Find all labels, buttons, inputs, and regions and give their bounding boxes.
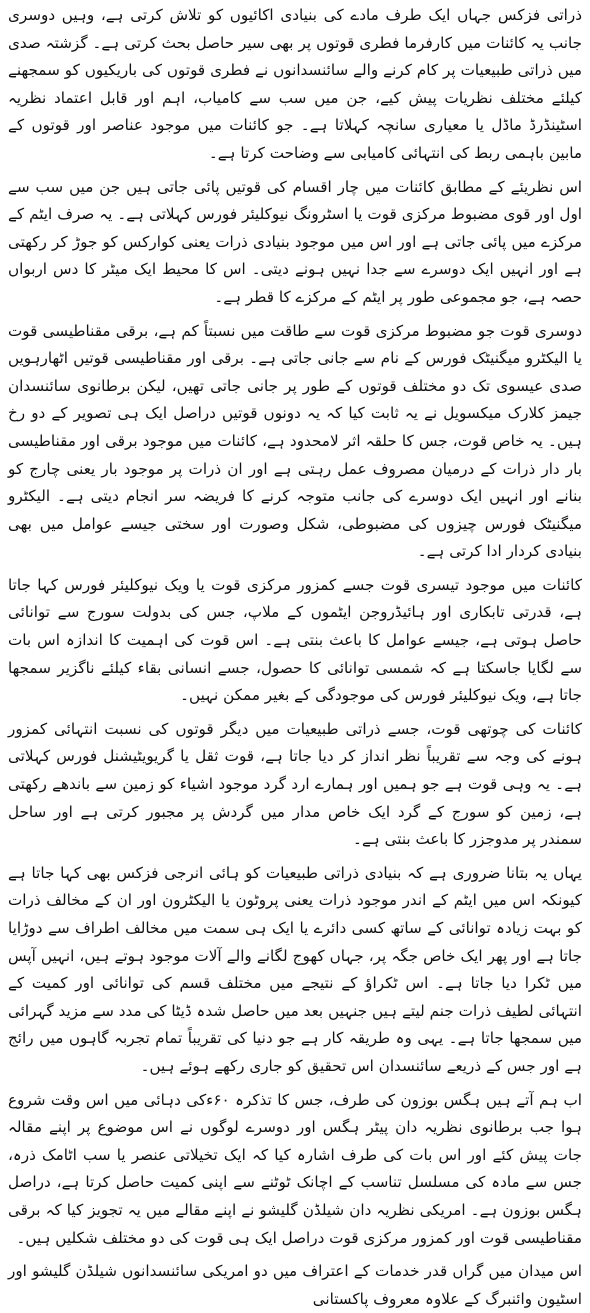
paragraph-high-energy-physics: یہاں یہ بتانا ضروری ہے کہ بنیادی ذراتی طبیعیات کو ہائی انرجی فزکس بھی کہا جاتا ہے کیونکہ اس میں ایٹم کے اندر موجود ذرات یعنی پروٹون یا الیکٹرون اور ان کے مخالف ذرات کو بہت زیادہ توانائی کے ساتھ کسی دائرے یا ایک ہی سمت میں مخالف اطراف سے دوڑایا جاتا ہے اور پھر ایک خاص جگہ پر، جہاں کھوج لگانے والے آلات موجود ہوتے ہیں، انہیں آپس میں ٹکرا دیا جاتا ہے۔ اس ٹکراؤ کے نتیجے میں مختلف قسم کی توانائی اور کمیت کے انتہائی لطیف ذرات جنم لیتے ہیں جنہیں بعد میں حاصل شدہ ڈیٹا کی مدد سے مزید گہرائی میں سمجھا جاتا ہے۔ یہی وہ طریقہ کار ہے جو دنیا کی تقریباً تمام تجربہ گاہوں میں رائج ہے اور جس کے ذریعے سائنسدان اس تحقیق کو جاری رکھے ہوئے ہیں۔: [8, 863, 582, 1075]
urdu-article: [8, 2, 582, 1308]
paragraph-strong-nuclear-force: اس نظریئے کے مطابق کائنات میں چار اقسام کی قوتیں پائی جاتی ہیں جن میں سب سے اول اور قوی مضبوط مرکزی قوت یا اسٹرونگ نیوکلیئر فورس کہلاتی ہے۔ یہ صرف ایٹم کے مرکزے میں پائی جاتی ہے اور اس میں موجود بنیادی ذرات یعنی کوارکس کو جوڑ کر رکھتی ہے اور انہیں ایک دوسرے سے جدا نہیں ہونے دیتی۔ اس کا محیط ایک میٹر کا دس اربواں حصہ ہے، جو مجموعی طور پر ایٹم کے مرکزے کا قطر ہے۔: [8, 177, 582, 306]
paragraph-recognition: اس میدان میں گراں قدر خدمات کے اعتراف میں دو امریکی سائنسدانوں شیلڈن گلیشو اور اسٹیون وائنبرگ کے علاوہ معروف پاکستانی: [8, 1262, 582, 1308]
paragraph-weak-nuclear-force: کائنات میں موجود تیسری قوت جسے کمزور مرکزی قوت یا ویک نیوکلیئر فورس کہا جاتا ہے، قدرتی تابکاری اور ہائیڈروجن ایٹموں کے ملاپ، جس کی بدولت سورج سے توانائی حاصل ہوتی ہے، جیسے عوامل کا باعث بنتی ہے۔ اس قوت کی اہمیت کا اندازہ اس بات سے لگایا جاسکتا ہے کہ شمسی توانائی کا حصول، جسے انسانی بقاء کیلئے ناگزیر سمجھا جاتا ہے، ویک نیوکلیئر فورس کی موجودگی کے بغیر ممکن نہیں۔: [8, 575, 582, 705]
paragraph-higgs-boson: اب ہم آتے ہیں ہگس بوزون کی طرف، جس کا تذکرہ ۶۰ءکی دہائی میں اس وقت شروع ہوا جب برطانوی نظریہ دان پیٹر ہگس اور دوسرے لوگوں نے اس موضوع پر اپنے مقالہ جات پیش کئے اور اس بات کی طرف اشارہ کیا کہ ایک تخیلاتی عنصر یا سب اٹامک ذرہ، جس سے مادہ کی مسلسل تناسب کے اچانک ٹوٹنے سے اپنی کمیت حاصل کرتا ہے، دراصل ہگس بوزون ہے۔ امریکی نظریہ دان شیلڈن گلیشو نے اپنے مقالے میں یہ تجویز کیا کہ برقی مقناطیسی قوت اور کمزور مرکزی قوت دراصل ایک ہی قوت کی دو مختلف شکلیں ہیں۔: [8, 1090, 582, 1247]
paragraph-subatomic-physics-intro: ذراتی فزکس جہاں ایک طرف مادے کی بنیادی اکائیوں کو تلاش کرتی ہے، وہیں دوسری جانب یہ کائنات میں کارفرما فطری قوتوں پر بھی سیر حاصل بحث کرتی ہے۔ گزشتہ صدی میں ذراتی طبیعیات پر کام کرنے والے سائنسدانوں نے فطری قوتوں کی باریکیوں کو سمجھنے کیلئے مختلف نظریات پیش کیے، جن میں سب سے کامیاب، اہم اور قابل اعتماد نظریہ اسٹینڈرڈ ماڈل یا معیاری سانچہ کہلاتا ہے۔ جو کائنات میں موجود عناصر اور قوتوں کے مابین باہمی ربط کی انتہائی کامیابی سے وضاحت کرتا ہے۔: [8, 6, 582, 162]
paragraph-electromagnetic-force: دوسری قوت جو مضبوط مرکزی قوت سے طاقت میں نسبتاً کم ہے، برقی مقناطیسی قوت یا الیکٹرو میگنیٹک فورس کے نام سے جانی جاتی ہے۔ برقی اور مقناطیسی قوتیں اٹھارہویں صدی عیسوی تک دو مختلف قوتوں کے طور پر جانی جاتی تھیں، لیکن برطانوی سائنسدان جیمز کلارک میکسویل نے یہ ثابت کیا کہ یہ دونوں قوتیں دراصل ایک ہی تصویر کے دو رخ ہیں۔ یہ خاص قوت، جس کا حلقہ اثر لامحدود ہے، کائنات میں موجود برقی اور مقناطیسی بار دار ذرات کے درمیان مصروف عمل رہتی ہے اور ان ذرات پر موجود بار یعنی چارج کو بنانے اور انہیں ایک دوسرے کی جانب متوجہ کرنے کا فریضہ سر انجام دیتی ہے۔ الیکٹرو میگنیٹک فورس چیزوں کی مضبوطی، شکل وصورت اور سختی جیسے عوامل میں بھی بنیادی کردار ادا کرتی ہے۔: [8, 321, 582, 561]
paragraph-gravitational-force: کائنات کی چوتھی قوت، جسے ذراتی طبیعیات میں دیگر قوتوں کی نسبت انتہائی کمزور ہونے کی وجہ سے تقریباً نظر انداز کر دیا جاتا ہے، قوت ثقل یا گریویٹیشنل فورس کہلاتی ہے۔ یہ وہی قوت ہے جو ہمیں اور ہمارے ارد گرد موجود اشیاء کو زمین سے باندھے رکھتی ہے، زمین کو سورج کے گرد ایک خاص مدار میں گردش پر مجبور کرتی ہے اور ساحل سمندر پر مدوجزر کا باعث بنتی ہے۔: [8, 719, 582, 849]
